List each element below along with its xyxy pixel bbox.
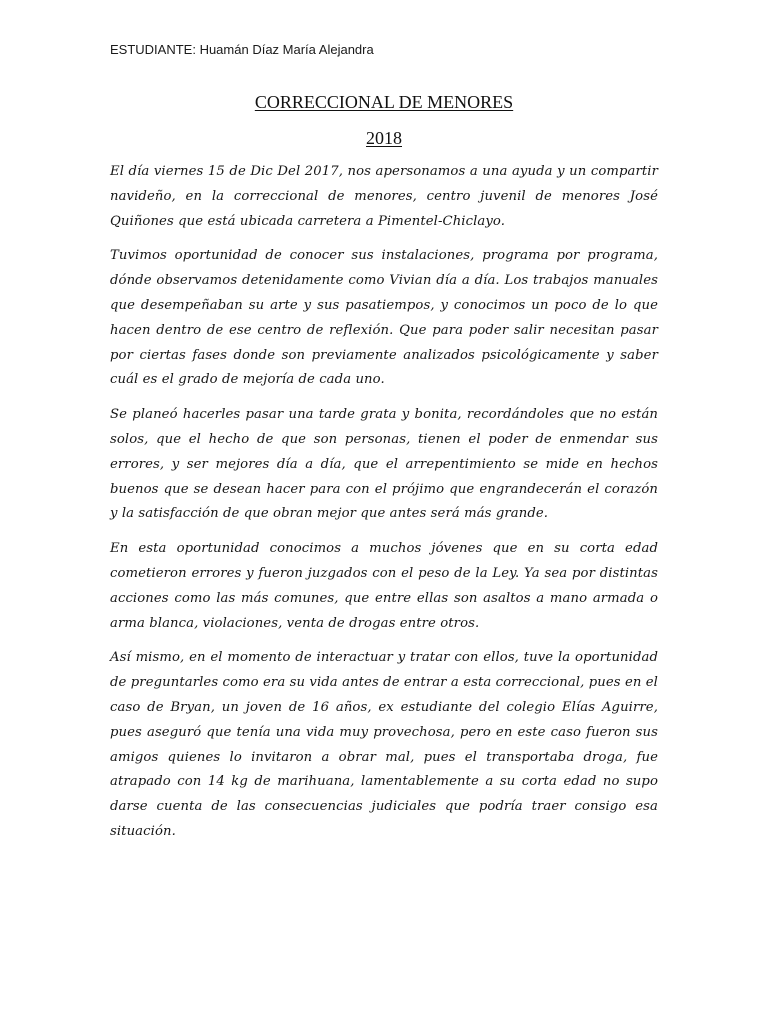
paragraph-1: El día viernes 15 de Dic Del 2017, nos apersonamos a una ayuda y un compartir navideño, en la correccional de menores, centro juvenil de menores José Quiñones que está ubicada carretera a Pimentel-Chiclayo. xyxy=(110,164,658,229)
student-header: ESTUDIANTE: Huamán Díaz María Alejandra xyxy=(110,42,374,57)
document-year-text: 2018 xyxy=(366,128,402,148)
document-year xyxy=(0,128,768,149)
document-title-text: CORRECCIONAL DE MENORES xyxy=(254,92,514,112)
paragraph-3: Se planeó hacerles pasar una tarde grata y bonita, recordándoles que no están solos, que el hecho de que son personas, tienen el poder de enmendar sus errores, y ser mejores día a día, que el arrepentimiento se mide en hechos buenos que se desean hacer para con el prójimo que engrandecerán el corazón y la satisfacción de que obran mejor que antes será más grande. xyxy=(110,407,658,522)
paragraph-2: Tuvimos oportunidad de conocer sus instalaciones, programa por programa, dónde observamos detenidamente como Vivian día a día. Los trabajos manuales que desempeñaban su arte y sus pasatiempos, y conocimos un poco de lo que hacen dentro de ese centro de reflexión. Que para poder salir necesitan pasar por ciertas fases donde son previamente analizados psicológicamente y saber cuál es el grado de mejoría de cada uno. xyxy=(110,248,658,388)
document-body xyxy=(110,160,658,855)
paragraph-4: En esta oportunidad conocimos a muchos jóvenes que en su corta edad cometieron errores y fueron juzgados con el peso de la Ley. Ya sea por distintas acciones como las más comunes, que entre ellas son asaltos a mano armada o arma blanca, violaciones, venta de drogas entre otros. xyxy=(110,541,658,631)
paragraph-5: Así mismo, en el momento de interactuar y tratar con ellos, tuve la oportunidad de preguntarles como era su vida antes de entrar a esta correccional, pues en el caso de Bryan, un joven de 16 años, ex estudiante del colegio Elías Aguirre, pues aseguró que tenía una vida muy provechosa, pero en este caso fueron sus amigos quienes lo invitaron a obrar mal, pues el transportaba droga, fue atrapado con 14 kg de marihuana, lamentablemente a su corta edad no supo darse cuenta de las consecuencias judiciales que podría traer consigo esa situación. xyxy=(110,650,658,839)
document-title xyxy=(0,92,768,113)
